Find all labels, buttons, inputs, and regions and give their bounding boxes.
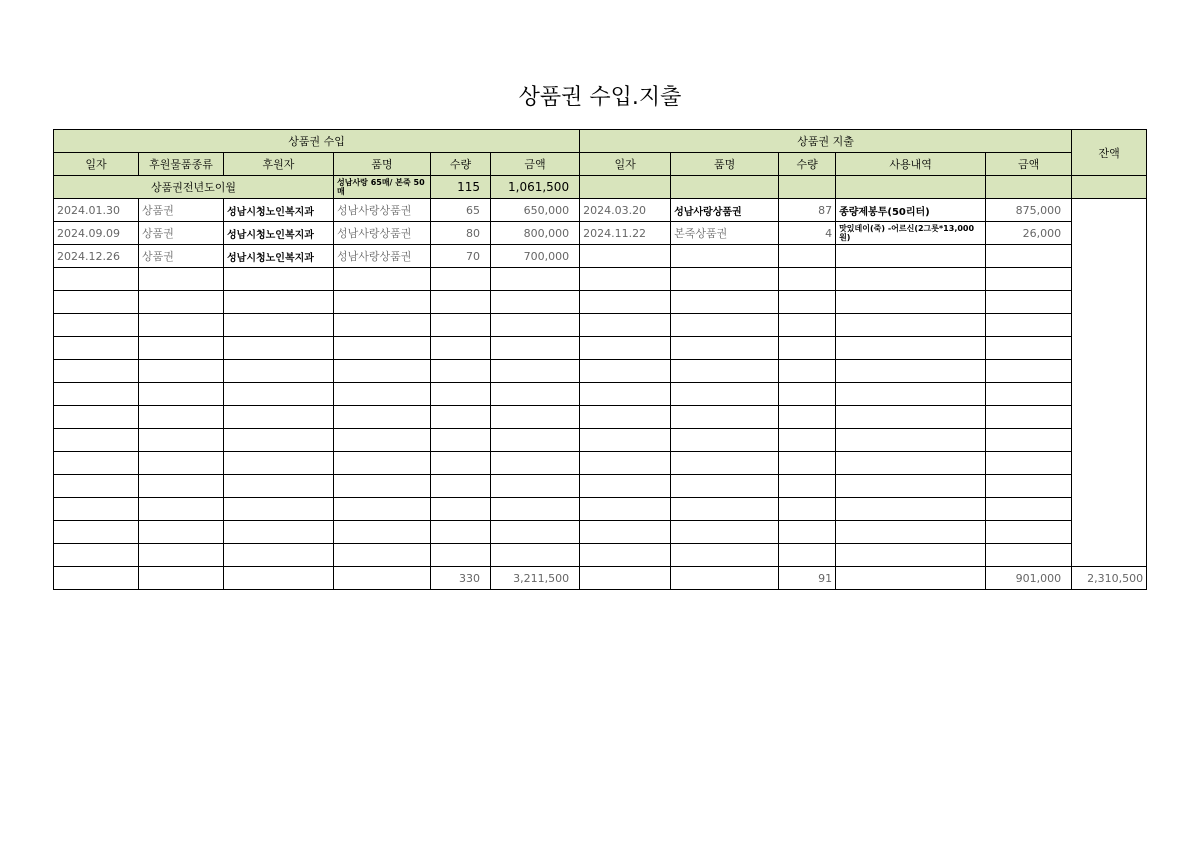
- column-header: 수량: [431, 153, 491, 176]
- carryover-item: 성남사랑 65매/ 본죽 50매: [334, 176, 431, 199]
- income-date: 2024.12.26: [54, 245, 139, 268]
- income-group-header: 상품권 수입: [54, 130, 580, 153]
- expense-qty: 4: [779, 222, 836, 245]
- expense-group-header: 상품권 지출: [580, 130, 1072, 153]
- income-donor: 성남시청노인복지과: [224, 245, 334, 268]
- income-amount: 650,000: [491, 199, 580, 222]
- carryover-amount: 1,061,500: [491, 176, 580, 199]
- table-row: [54, 521, 1147, 544]
- total-income-qty: 330: [431, 567, 491, 590]
- income-amount: 700,000: [491, 245, 580, 268]
- table-row: [54, 360, 1147, 383]
- column-header: 품명: [334, 153, 431, 176]
- income-amount: 800,000: [491, 222, 580, 245]
- total-expense-amount: 901,000: [986, 567, 1072, 590]
- income-type: 상품권: [139, 199, 224, 222]
- column-header: 품명: [671, 153, 779, 176]
- balance-header: 잔액: [1072, 130, 1147, 176]
- total-balance: 2,310,500: [1072, 567, 1147, 590]
- balance-cell: [1072, 222, 1147, 245]
- income-date: 2024.09.09: [54, 222, 139, 245]
- table-row: [54, 337, 1147, 360]
- table-row: [54, 406, 1147, 429]
- expense-item: 본죽상품권: [671, 222, 779, 245]
- expense-usage: 맛있데이(죽) -어르신(2그릇*13,000원): [836, 222, 986, 245]
- table-row: [54, 452, 1147, 475]
- income-date: 2024.01.30: [54, 199, 139, 222]
- income-donor: 성남시청노인복지과: [224, 222, 334, 245]
- table-row: [54, 498, 1147, 521]
- income-type: 상품권: [139, 245, 224, 268]
- column-header: 일자: [54, 153, 139, 176]
- page-title: 상품권 수입.지출: [518, 85, 682, 110]
- expense-date: 2024.11.22: [580, 222, 671, 245]
- income-donor: 성남시청노인복지과: [224, 199, 334, 222]
- carryover-label: 상품권전년도이월: [54, 176, 334, 199]
- income-qty: 80: [431, 222, 491, 245]
- income-qty: 65: [431, 199, 491, 222]
- totals-row: [54, 567, 1147, 590]
- carryover-row: [54, 176, 1147, 199]
- column-header: 후원물품종류: [139, 153, 224, 176]
- column-header: 금액: [986, 153, 1072, 176]
- table-row: [54, 383, 1147, 406]
- table-row: [54, 268, 1147, 291]
- income-item: 성남사랑상품권: [334, 222, 431, 245]
- income-qty: 70: [431, 245, 491, 268]
- expense-item: 성남사랑상품권: [671, 199, 779, 222]
- expense-date: 2024.03.20: [580, 199, 671, 222]
- table-row: [54, 314, 1147, 337]
- total-income-amount: 3,211,500: [491, 567, 580, 590]
- table-row: [54, 291, 1147, 314]
- carryover-qty: 115: [431, 176, 491, 199]
- income-type: 상품권: [139, 222, 224, 245]
- total-expense-qty: 91: [779, 567, 836, 590]
- table-row: [54, 222, 1147, 245]
- table-row: [54, 475, 1147, 498]
- table-row: [54, 245, 1147, 268]
- table-row: [54, 544, 1147, 567]
- table-row: [54, 429, 1147, 452]
- column-header: 수량: [779, 153, 836, 176]
- expense-amount: 26,000: [986, 222, 1072, 245]
- expense-qty: 87: [779, 199, 836, 222]
- column-header: 일자: [580, 153, 671, 176]
- balance-cell: [1072, 245, 1147, 268]
- balance-cell: [1072, 199, 1147, 222]
- expense-usage: 종량제봉투(50리터): [836, 199, 986, 222]
- income-item: 성남사랑상품권: [334, 199, 431, 222]
- expense-amount: 875,000: [986, 199, 1072, 222]
- voucher-ledger-table: [53, 129, 1147, 590]
- group-header-row: [54, 130, 1147, 153]
- column-header-row: [54, 153, 1147, 176]
- column-header: 사용내역: [836, 153, 986, 176]
- table-row: [54, 199, 1147, 222]
- income-item: 성남사랑상품권: [334, 245, 431, 268]
- column-header: 후원자: [224, 153, 334, 176]
- column-header: 금액: [491, 153, 580, 176]
